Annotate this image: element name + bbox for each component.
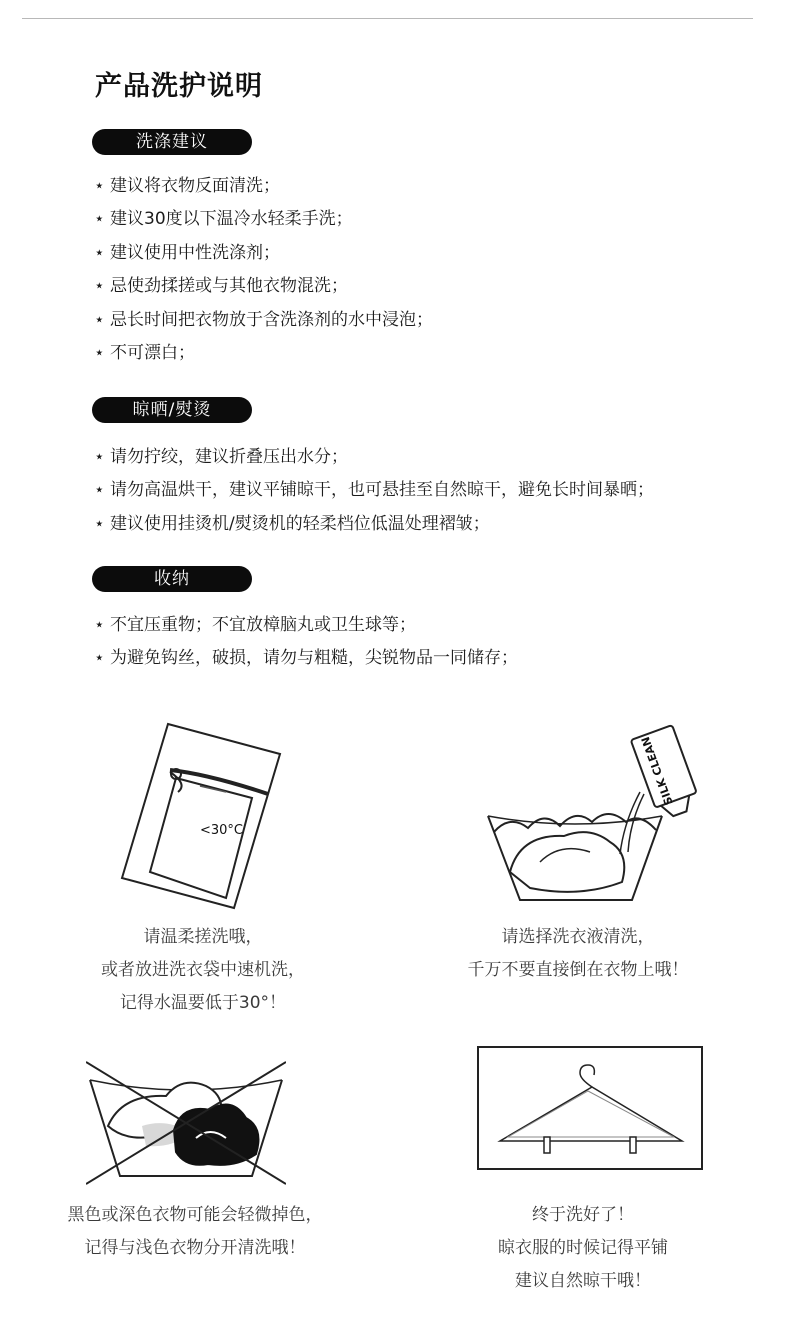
caption-line: 千万不要直接倒在衣物上哦！	[467, 960, 689, 980]
top-divider	[22, 18, 753, 19]
laundry-bag-icon	[118, 722, 288, 912]
caption-line: 记得水温要低于30°！	[119, 993, 287, 1013]
caption-dark-clothes	[30, 1199, 360, 1265]
list-item: ⋆ 忌使劲揉搓或与其他衣物混洗；	[94, 276, 349, 297]
caption-detergent	[413, 921, 743, 987]
list-item: ⋆ 建议使用挂烫机/熨烫机的轻柔档位低温处理褶皱；	[94, 513, 490, 534]
bottle-label-text: SILK CLEAN	[638, 734, 676, 807]
detergent-basin-icon	[480, 722, 700, 912]
caption-laundry-bag	[38, 921, 368, 1020]
washing-advice-list	[94, 170, 433, 370]
list-item: ⋆ 建议30度以下温冷水轻柔手洗；	[94, 209, 353, 230]
list-item: ⋆ 建议使用中性洗涤剂；	[94, 242, 281, 263]
list-item: ⋆ 为避免钩丝，破损，请勿与粗糙，尖锐物品一同储存；	[94, 648, 519, 669]
page-title: 产品洗护说明	[95, 71, 263, 102]
caption-line: 请选择洗衣液清洗，	[501, 927, 655, 947]
caption-line: 请温柔搓洗哦，	[143, 927, 263, 947]
section-heading-washing: 洗涤建议	[92, 129, 252, 155]
no-mixed-colors-icon	[86, 1056, 286, 1186]
list-item: ⋆ 请勿高温烘干，建议平铺晾干，也可悬挂至自然晾干，避免长时间暴晒；	[94, 480, 655, 501]
list-item: ⋆ 忌长时间把衣物放于含洗涤剂的水中浸泡；	[94, 309, 434, 330]
caption-line: 晾衣服的时候记得平铺	[498, 1238, 668, 1258]
bag-label-text: <30°C	[200, 823, 244, 838]
list-item: ⋆ 不宜压重物；不宜放樟脑丸或卫生球等；	[94, 615, 417, 635]
list-item: ⋆ 不可漂白；	[94, 342, 196, 363]
list-item: ⋆ 请勿拧绞，建议折叠压出水分；	[94, 447, 349, 467]
caption-line: 或者放进洗衣袋中速机洗，	[101, 960, 305, 980]
caption-hanger	[418, 1199, 748, 1298]
caption-line: 记得与浅色衣物分开清洗哦！	[84, 1238, 306, 1258]
caption-line: 建议自然晾干哦！	[515, 1271, 651, 1291]
section-heading-storage: 收纳	[92, 566, 252, 592]
list-item: ⋆ 建议将衣物反面清洗；	[94, 176, 281, 196]
caption-line: 黑色或深色衣物可能会轻微掉色，	[67, 1205, 323, 1225]
storage-advice-list	[94, 609, 518, 676]
drying-advice-list	[94, 441, 654, 541]
hanger-icon	[476, 1045, 706, 1173]
caption-line: 终于洗好了！	[532, 1205, 634, 1225]
section-heading-drying: 晾晒/熨烫	[92, 397, 252, 423]
